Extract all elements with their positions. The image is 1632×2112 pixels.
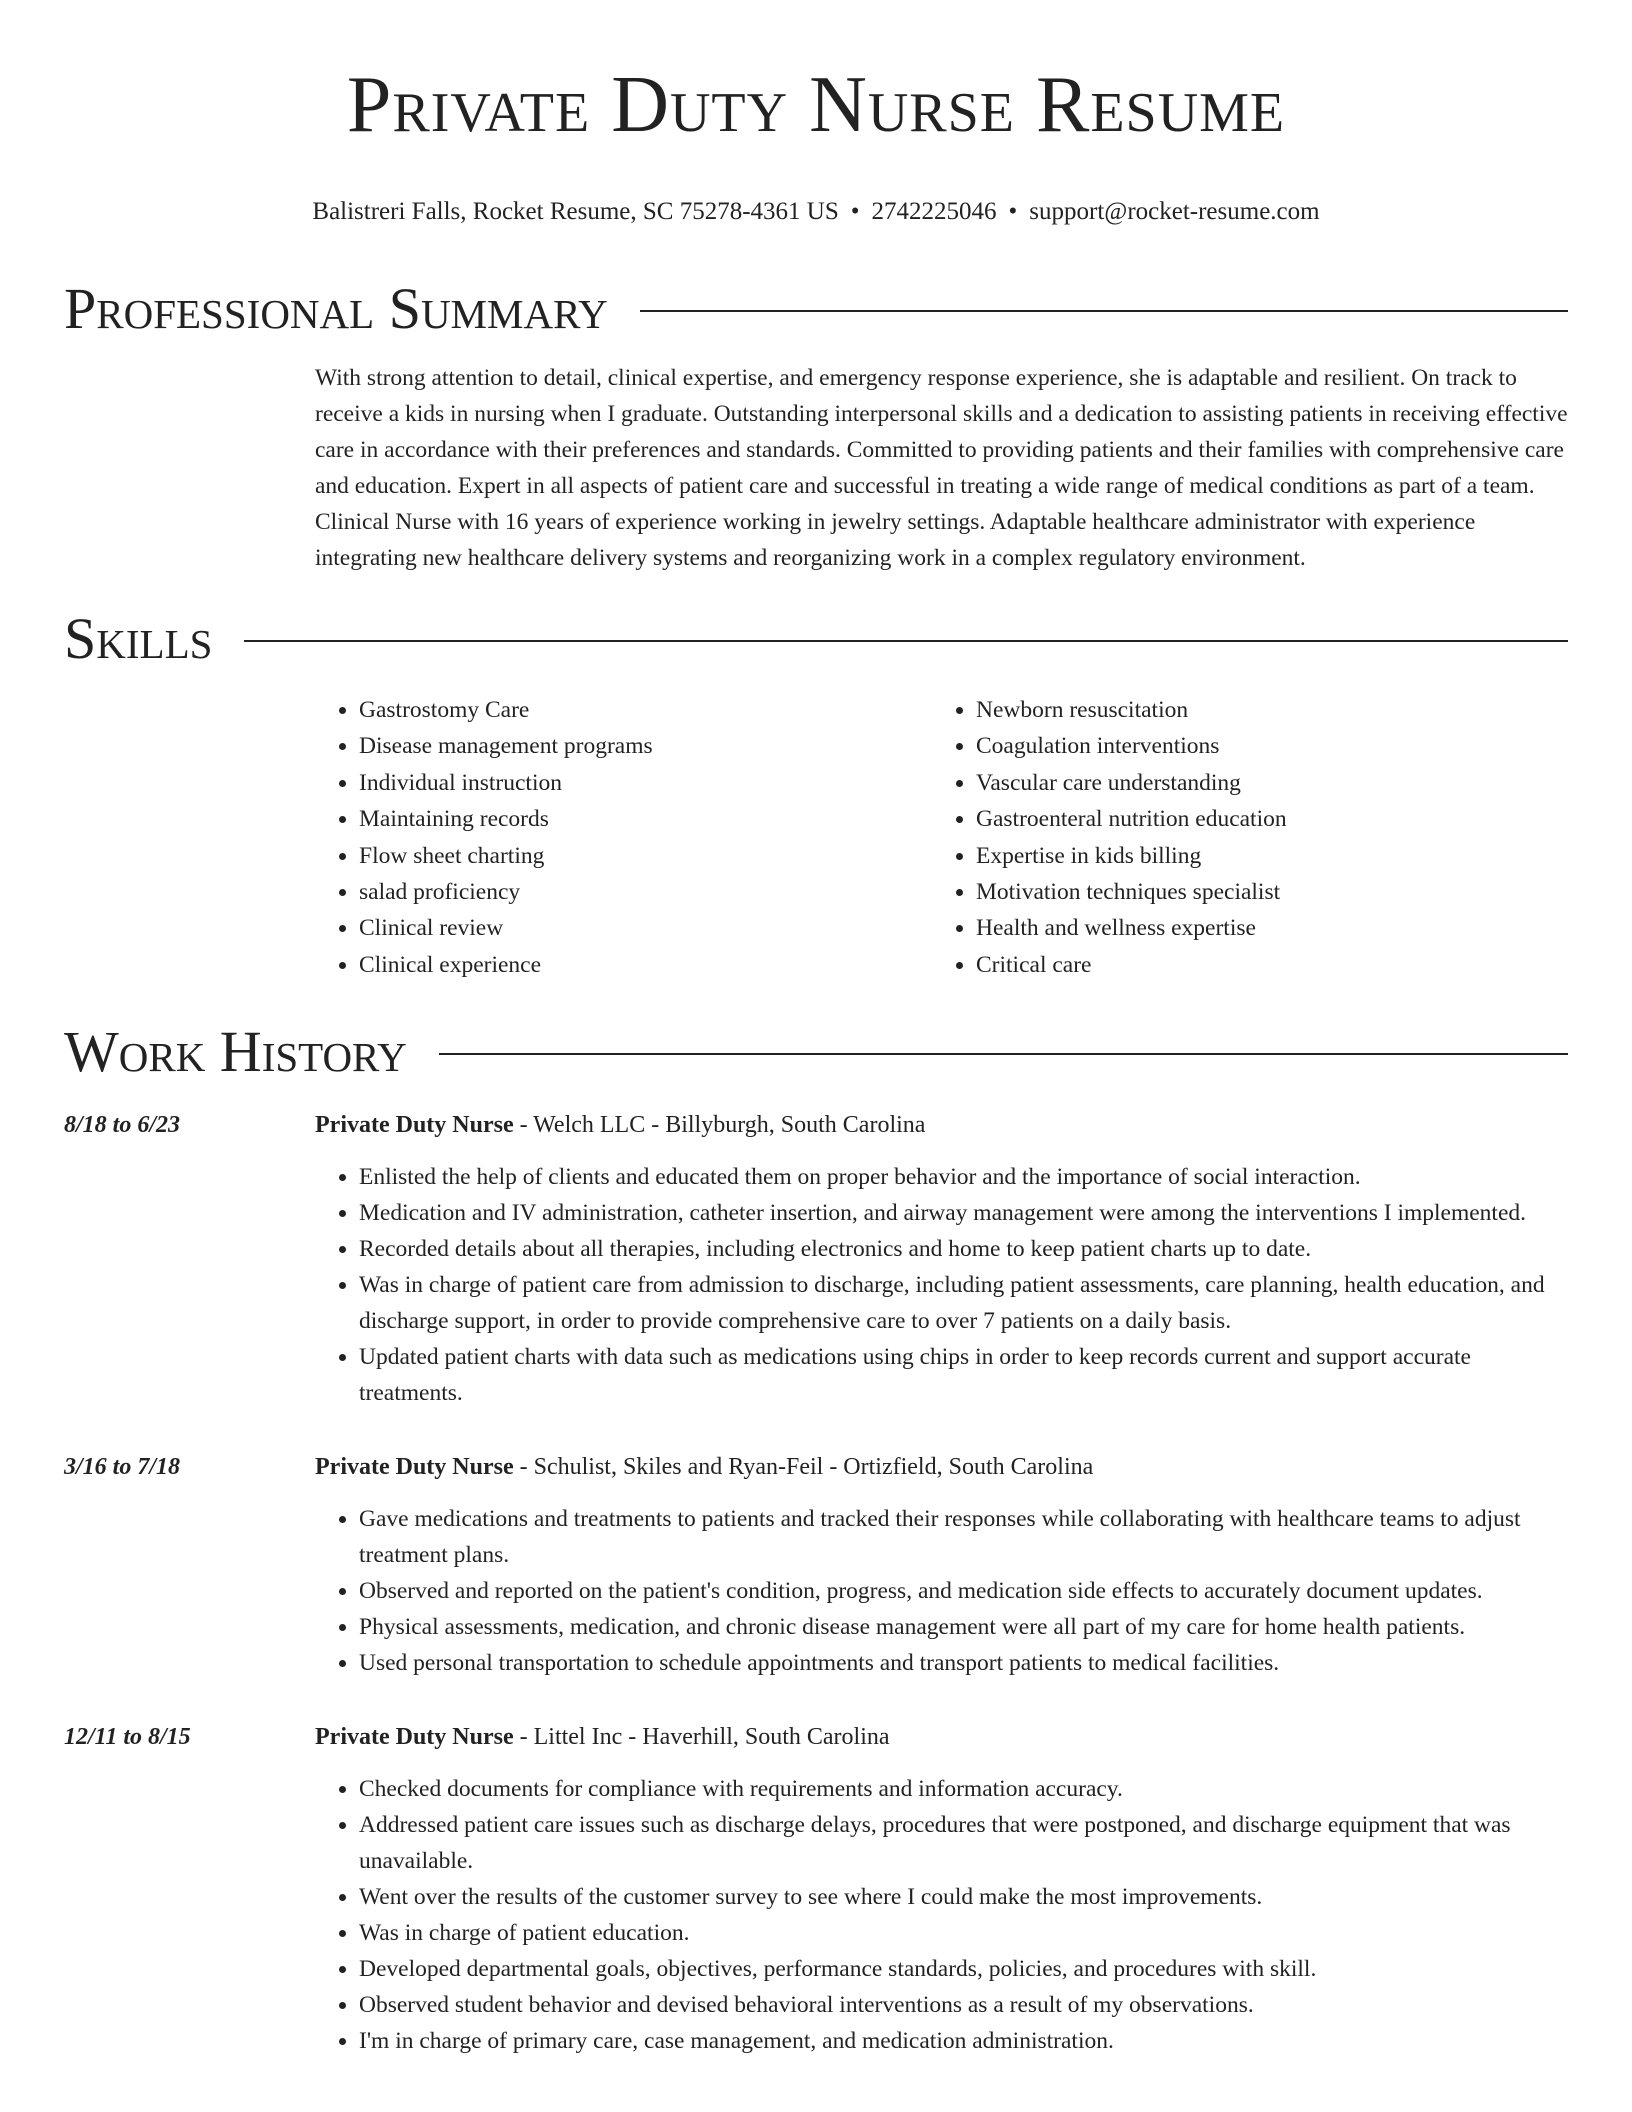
job-bullet: • Recorded details about all therapies, including electronics and home to keep patient charts up to date.	[359, 1231, 1568, 1267]
skill-item: • Vascular care understanding	[976, 765, 1549, 801]
contact-separator: •	[850, 198, 860, 225]
job-entry	[64, 1449, 1568, 1681]
skill-item: • Clinical experience	[359, 947, 932, 983]
contact-separator: •	[1008, 198, 1018, 225]
job-title-line	[315, 1449, 1568, 1485]
skill-item: • Flow sheet charting	[359, 838, 932, 874]
summary-text: With strong attention to detail, clinical expertise, and emergency response experience, she is adaptable and resilient. On track to receive a kids in nursing when I graduate. Outstanding interpersonal skills and a dedication to assisting patients in receiving effective care in accordance with their preferences and standards. Committed to providing patients and their families with comprehensive care and education. Expert in all aspects of patient care and successful in treating a wide range of medical conditions as part of a team. Clinical Nurse with 16 years of experience working in jewelry settings. Adaptable healthcare administrator with experience integrating new healthcare delivery systems and reorganizing work in a complex regulatory environment.	[315, 365, 1568, 571]
job-body	[315, 1107, 1568, 1411]
job-bullet: • Was in charge of patient education.	[359, 1915, 1568, 1951]
job-dates: 8/18 to 6/23	[64, 1112, 181, 1139]
section-divider	[640, 310, 1568, 312]
contact-line	[64, 196, 1568, 228]
skill-item: • Critical care	[976, 947, 1549, 983]
job-entry	[64, 1719, 1568, 2059]
skill-item: • Coagulation interventions	[976, 728, 1549, 764]
resume-title: Private Duty Nurse Resume	[346, 61, 1286, 149]
skill-item: • salad proficiency	[359, 874, 932, 910]
job-bullet: • Gave medications and treatments to patients and tracked their responses while collaborating with healthcare teams to adjust treatment plans.	[359, 1501, 1568, 1573]
job-dates: 3/16 to 7/18	[64, 1454, 181, 1481]
job-title: Private Duty Nurse	[315, 1454, 514, 1481]
skills-section-header	[64, 606, 1568, 672]
job-entry	[64, 1107, 1568, 1411]
job-bullet: • Physical assessments, medication, and chronic disease management were all part of my care for home health patients.	[359, 1609, 1568, 1645]
job-bullet: • Updated patient charts with data such as medications using chips in order to keep records current and support accurate treatments.	[359, 1339, 1568, 1411]
summary-heading: Professional Summary	[64, 276, 608, 341]
job-bullet: • Observed student behavior and devised behavioral interventions as a result of my observations.	[359, 1987, 1568, 2023]
job-bullet: • Checked documents for compliance with requirements and information accuracy.	[359, 1771, 1568, 1807]
skill-item: • Motivation techniques specialist	[976, 874, 1549, 910]
job-bullet: • Went over the results of the customer survey to see where I could make the most improvements.	[359, 1879, 1568, 1915]
job-title: Private Duty Nurse	[315, 1112, 514, 1139]
job-bullet: • Enlisted the help of clients and educated them on proper behavior and the importance of social interaction.	[359, 1159, 1568, 1195]
job-title: Private Duty Nurse	[315, 1724, 514, 1751]
skill-item: • Gastrostomy Care	[359, 692, 932, 728]
job-bullet: • Used personal transportation to schedule appointments and transport patients to medical facilities.	[359, 1645, 1568, 1681]
contact-address: Balistreri Falls, Rocket Resume, SC 75278-4361 US	[312, 198, 839, 225]
job-employer: - Littel Inc - Haverhill, South Carolina	[513, 1724, 890, 1751]
skills-heading: Skills	[64, 606, 213, 671]
work-section-header	[64, 1019, 1568, 1085]
job-bullet: • I'm in charge of primary care, case management, and medication administration.	[359, 2023, 1568, 2059]
job-bullet: • Developed departmental goals, objectives, performance standards, policies, and procedures with skill.	[359, 1951, 1568, 1987]
job-employer: - Welch LLC - Billyburgh, South Carolina	[513, 1112, 926, 1139]
job-bullets	[315, 1771, 1568, 2059]
skill-item: • Health and wellness expertise	[976, 910, 1549, 946]
skills-list	[315, 692, 1568, 983]
section-divider	[244, 640, 1568, 642]
job-employer: - Schulist, Skiles and Ryan-Feil - Ortizfield, South Carolina	[513, 1454, 1094, 1481]
skill-item: • Clinical review	[359, 910, 932, 946]
skill-item: • Newborn resuscitation	[976, 692, 1549, 728]
contact-email: support@rocket-resume.com	[1029, 198, 1320, 225]
job-title-line	[315, 1719, 1568, 1755]
skill-item: • Maintaining records	[359, 801, 932, 837]
job-bullet: • Addressed patient care issues such as discharge delays, procedures that were postponed, and discharge equipment that was unavailable.	[359, 1807, 1568, 1879]
skill-item: • Gastroenteral nutrition education	[976, 801, 1549, 837]
job-body	[315, 1449, 1568, 1681]
skill-item: • Disease management programs	[359, 728, 932, 764]
job-title-line	[315, 1107, 1568, 1143]
summary-section-header	[64, 276, 1568, 342]
skill-item: • Expertise in kids billing	[976, 838, 1549, 874]
job-bullet: • Observed and reported on the patient's condition, progress, and medication side effects to accurately document updates.	[359, 1573, 1568, 1609]
section-divider	[439, 1053, 1568, 1055]
job-bullets	[315, 1501, 1568, 1681]
job-body	[315, 1719, 1568, 2059]
job-dates: 12/11 to 8/15	[64, 1724, 191, 1751]
job-bullet: • Was in charge of patient care from admission to discharge, including patient assessments, care planning, health education, and discharge support, in order to provide comprehensive care to over 7 patients on a daily basis.	[359, 1267, 1568, 1339]
skills-column-left	[315, 692, 932, 983]
resume-page	[64, 0, 1568, 2059]
job-bullet: • Medication and IV administration, catheter insertion, and airway management were among the interventions I implemented.	[359, 1195, 1568, 1231]
work-heading: Work History	[64, 1019, 407, 1085]
skill-item: • Individual instruction	[359, 765, 932, 801]
job-bullets	[315, 1159, 1568, 1411]
contact-phone: 2742225046	[871, 198, 997, 225]
skills-column-right	[932, 692, 1549, 983]
